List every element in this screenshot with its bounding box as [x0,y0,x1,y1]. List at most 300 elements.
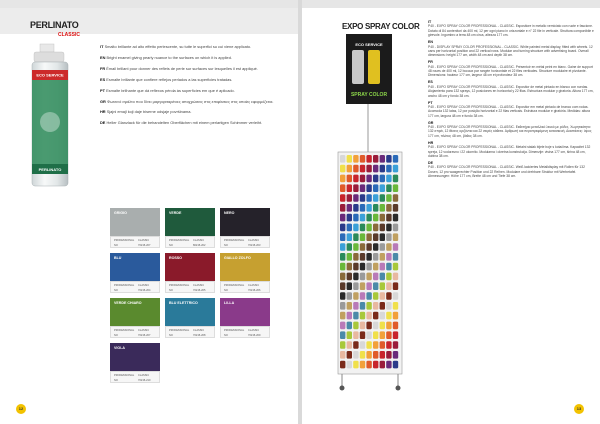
swatch-name: VERDE CHIARO [114,301,142,305]
description-it [100,44,292,50]
description-text: Émail brillant pour donner des reflets de perle sur surfaces sur lesquelles il est appliqué. [106,65,258,71]
swatch-codes [165,326,215,338]
display-can [380,361,385,369]
display-can [373,253,378,261]
display-can [393,165,398,173]
display-can [386,184,391,192]
display-can [353,214,358,222]
display-can [340,165,345,173]
display-can [347,341,352,349]
text-block-pt [428,101,596,119]
display-can [393,292,398,300]
text-block-gr [428,121,596,139]
block-text: P40 - DISPLAY SPRAY COLOR PROFESSIONAL - CLASSIC. White painted metal display, fitted with wheels. 12 cans per horizontal position and 22 vertical rows. Modular and turning structure with advertising board. Overall dimensions: height 177 cm, width 48 cm and depth 38 cm. [428,44,593,58]
display-can [380,214,385,222]
display-can [360,165,365,173]
can-brand: ECO SERVICE [36,72,64,78]
display-can [353,175,358,183]
display-can [386,331,391,339]
code-value: 70215-206 [248,288,261,292]
display-can [380,165,385,173]
right-page [302,0,600,424]
swatch-codes [220,236,270,248]
display-can [360,331,365,339]
display-can [340,312,345,320]
display-can [360,243,365,251]
code-label: CLASSIC [138,374,150,377]
swatch-name: GIALLO ZOLFO [224,256,251,260]
swatch-name: GRIGIO [114,211,127,215]
display-can [393,184,398,192]
top-band [302,0,600,8]
display-can [373,312,378,320]
display-can [380,273,385,281]
display-can [353,204,358,212]
description-text: Esmalte brilhante que dá reflexos pérola às superfícies em que é aplicado. [106,87,235,93]
lang-code: HR [428,140,434,145]
display-can [380,312,385,320]
code-value: 70215-209 [248,333,261,337]
description-hr [100,109,292,115]
code-value: 80215-202 [193,243,206,247]
display-can [386,253,391,261]
display-can [340,322,345,330]
code-value: 70215-208 [193,333,206,337]
display-can [347,351,352,359]
product-title: PERLINATO [30,20,79,30]
code-value: 70215-210 [138,378,151,382]
block-text: P40 - EXPO SPRAY COLOR PROFESSIONAL - CLASSIC. Présentoir en métal peint en blanc. Gaine de support 48 roues de 400 ml, 12 bocaux par rangée horizontale et 22 files verticales. Structure modulaire et pivotante. Dimensions: hauteur 177 cm, largeur 48 cm et profondeur 38 cm. [428,64,593,78]
display-can [353,243,358,251]
display-can [347,214,352,222]
display-can [373,282,378,290]
display-can [360,341,365,349]
display-can [393,312,398,320]
swatch-name: ROSSO [169,256,182,260]
display-can [340,224,345,232]
swatch-name: BLU [114,256,122,260]
display-can [353,233,358,241]
display-can [353,351,358,359]
code-label: PROFESSIONAL [224,284,245,287]
lang-code: ES [428,80,433,85]
display-can [393,194,398,202]
display-can [360,361,365,369]
color-swatch [220,208,270,248]
display-can [373,175,378,183]
display-can [393,351,398,359]
page-number: 13 [574,404,584,414]
display-can [366,204,371,212]
swatch-codes [110,326,160,338]
display-can [347,165,352,173]
display-can [373,322,378,330]
display-can [353,273,358,281]
display-brand: ECO SERVICE [355,42,383,47]
lang-code: GR [100,98,106,104]
display-can [347,302,352,310]
lang-code: PT [100,87,105,93]
color-swatch [110,208,160,248]
display-can [386,292,391,300]
code-label: CLASSIC [193,284,205,287]
code-label: PROFESSIONAL [114,239,135,242]
code-label: CLASSIC [138,239,150,242]
display-can [380,233,385,241]
multilingual-description [428,20,596,181]
text-block-de [428,161,596,179]
left-page [0,0,298,424]
display-can [360,204,365,212]
display-can [340,233,345,241]
display-can [380,351,385,359]
display-can [366,302,371,310]
lang-code: FR [100,65,106,71]
display-can [373,292,378,300]
display-can [353,302,358,310]
display-can [353,331,358,339]
display-can [393,273,398,281]
description-text: Sjajni emajl koji daje biserne odsjaje površinama. [106,109,192,115]
display-can [386,282,391,290]
text-block-en [428,40,596,58]
lang-code: GR [428,120,434,125]
display-can [340,243,345,251]
display-can [340,155,345,163]
display-can [340,194,345,202]
display-can [373,233,378,241]
code-value: 70215-204 [138,288,151,292]
display-can [373,155,378,163]
swatch-codes [220,326,270,338]
code-label: PROFESSIONAL [224,329,245,332]
display-can [353,341,358,349]
code-label: CLASSIC [138,284,150,287]
display-can [340,341,345,349]
display-can [366,175,371,183]
display-can [366,184,371,192]
display-can [386,312,391,320]
display-can [373,184,378,192]
display-can [386,351,391,359]
code-label: PROFESSIONAL [169,239,190,242]
display-can [347,184,352,192]
code-label: PROFESSIONAL [224,239,245,242]
display-can [380,282,385,290]
display-can [380,253,385,261]
code-value: 70215-205 [193,288,206,292]
display-can [366,165,371,173]
code-value: NO [224,243,228,247]
display-can [366,292,371,300]
display-can [380,341,385,349]
display-can [393,263,398,271]
display-can [393,331,398,339]
code-value: 70215-207 [138,333,151,337]
display-can [340,214,345,222]
display-can [353,165,358,173]
display-can [380,184,385,192]
display-can [373,263,378,271]
display-can [386,341,391,349]
display-can [393,253,398,261]
display-can [386,224,391,232]
display-can [353,263,358,271]
display-can [366,263,371,271]
display-can [353,361,358,369]
text-block-fr [428,60,596,78]
display-can [347,253,352,261]
display-can [340,253,345,261]
display-rack-image [328,32,412,392]
display-can [360,263,365,271]
display-can [366,331,371,339]
code-value: NO [169,288,173,292]
description-pt [100,88,292,94]
display-can [366,243,371,251]
display-can [366,361,371,369]
display-can [393,155,398,163]
display-can [380,263,385,271]
code-value: 70215-203 [248,243,261,247]
description-text: Heller Glanzlack für die behandelten Oberflächen mit einem perlartigen Schimmer verleiht. [106,120,263,126]
swatch-codes [110,281,160,293]
code-value: NO [114,378,118,382]
display-can [340,361,345,369]
display-can [347,361,352,369]
product-title: EXPO SPRAY COLOR [342,22,420,31]
code-value: NO [224,288,228,292]
display-can [373,361,378,369]
description-text: Esmalte brillante que confiere reflejos perlados a las superficies tratadas. [106,76,233,82]
display-can [386,361,391,369]
block-text: P40 - EXPO SPRAY COLOR PROFESSIONAL - CLASSIC. Expositor em metal pintado de branco com rodas. Acomoda 132 latas, 12 por posição horizontal e 22 filas verticais. Estrutura modular e giratória. Medidas: altura 177 cm, largura 48 cm e fundo 38 cm. [428,104,590,118]
display-can [366,341,371,349]
display-can [386,214,391,222]
display-can [366,224,371,232]
display-can [373,341,378,349]
block-text: P40 - EXPO SPRAY COLOR PROFESSIONAL - CLASSIC. Εκθετήριο μεταλλικό λευκό με ρόδες. Χωρητικότητα 132 σπρέι, 12 θέσεις οριζόντια και 22 σειρές κάθετα. Αρθρωτή και περιστρεφόμενη κατασκευή. Διαστάσεις: ύψος 177 cm, πλάτος 48 cm, βάθος 38 cm. [428,125,592,138]
display-can [386,273,391,281]
code-label: CLASSIC [248,284,260,287]
swatch-codes [165,281,215,293]
block-text: P40 - EXPO SPRAY COLOR PROFESSIONAL - CLASSIC. Espositore in metallo verniciato con ruote e fascione. Dotato di 84 contenitori da 400 ml, 12 per ogni piano in orizzontale e n° 22 file in verticale. Struttura componibile e girevole. Ingombro a terra 48 cm circa, altezza 177 cm. [428,24,594,38]
spray-can-image [26,42,78,192]
display-can [347,273,352,281]
display-can [360,194,365,202]
display-can [366,253,371,261]
display-can [347,282,352,290]
display-can [366,233,371,241]
display-can [373,331,378,339]
lang-code: DE [428,160,433,165]
display-can [347,224,352,232]
display-can [380,302,385,310]
color-swatch [165,253,215,293]
display-can [340,302,345,310]
display-can [340,263,345,271]
display-can [360,184,365,192]
display-can [360,175,365,183]
code-label: CLASSIC [248,239,260,242]
page-number: 12 [16,404,26,414]
display-can [393,302,398,310]
display-can [347,194,352,202]
display-can [340,204,345,212]
lang-code: ES [100,76,106,82]
swatch-name: VIOLA [114,346,125,350]
top-band [0,0,298,8]
display-can [373,165,378,173]
display-can [340,292,345,300]
display-can [366,322,371,330]
block-text: P40 - EXPO SPRAY COLOR PROFESSIONAL - CLASSIC. Weiß lackiertes Metalldisplay mit Rollen für 132 Dosen, 12 pro waagerechter Position und 22 Reihen. Modulare und drehbare Struktur mit Werbetafel. Abmessungen: Höhe 177 cm, Breite 48 cm und Tiefe 38 cm. [428,165,585,179]
display-can [380,155,385,163]
swatch-codes [110,236,160,248]
lang-code: IT [428,20,432,24]
color-swatch [110,253,160,293]
code-label: CLASSIC [248,329,260,332]
code-label: PROFESSIONAL [114,329,135,332]
description-text: Φωτεινό σμάλτο που δίνει μαργαριταρένιες αποχρώσεις στις επιφάνειες στις οποίες εφαρμόζεται. [106,98,274,104]
display-can [366,214,371,222]
display-can [366,351,371,359]
display-can [360,155,365,163]
display-can [380,175,385,183]
color-swatch [110,343,160,383]
lang-code: HR [100,109,106,115]
display-can [360,233,365,241]
display-can [353,322,358,330]
code-value: NO [169,333,173,337]
display-can [347,243,352,251]
description-text: Bright enamel giving pearly nuance to the surfaces on which it is applied. [106,54,232,60]
display-can [380,243,385,251]
code-label: PROFESSIONAL [169,284,190,287]
display-can [386,194,391,202]
display-can [393,322,398,330]
display-can [353,155,358,163]
display-can [386,263,391,271]
display-can [353,194,358,202]
display-can [366,155,371,163]
display-can [340,184,345,192]
display-can [380,194,385,202]
display-can [393,282,398,290]
description-fr [100,66,292,72]
display-can [353,184,358,192]
display-can [373,302,378,310]
display-can [373,204,378,212]
display-can [380,292,385,300]
display-can [373,214,378,222]
code-label: CLASSIC [138,329,150,332]
lang-code: EN [100,54,106,60]
display-can [373,243,378,251]
description-es [100,77,292,83]
display-can [386,204,391,212]
color-swatch [110,298,160,338]
lang-code: FR [428,60,433,65]
display-can [386,233,391,241]
description-gr [100,99,292,105]
display-can [353,224,358,232]
display-can [386,243,391,251]
display-can [360,302,365,310]
description-text: Smalto brillante ad alto effetto perlescente, su tutte le superfici su cui viene applicato. [104,44,252,49]
block-text: P40 - EXPO SPRAY COLOR PROFESSIONAL - CLASSIC. Metalni stalak bijele boje s kotačima. Kapacitet 132 spreja, 12 vodoravno i 22 okomito. Modularna i okretna konstrukcija. Dimenzije: visina 177 cm, širina 48 cm, dubina 38 cm. [428,145,591,158]
display-can [366,282,371,290]
display-can [393,341,398,349]
display-can [393,361,398,369]
color-swatch [220,253,270,293]
swatch-codes [110,371,160,383]
code-value: NO [224,333,228,337]
display-can [393,224,398,232]
display-can [340,351,345,359]
display-slogan: SPRAY COLOR [350,92,388,98]
display-can [360,282,365,290]
display-can [373,224,378,232]
lang-code: IT [100,44,104,49]
display-can [366,312,371,320]
code-value: 70215-207 [138,243,151,247]
product-subtitle: CLASSIC [58,32,80,38]
display-can [380,224,385,232]
display-can [353,292,358,300]
swatch-name: NERO [224,211,235,215]
display-can [360,214,365,222]
display-can [380,204,385,212]
display-can [373,351,378,359]
display-can [393,214,398,222]
display-can [347,312,352,320]
swatch-name: LILLA [224,301,235,305]
display-can [380,331,385,339]
code-label: CLASSIC [193,329,205,332]
display-can [373,194,378,202]
description-list [100,44,292,131]
color-swatch [220,298,270,338]
text-block-hr [428,141,596,159]
code-value: NO [114,288,118,292]
swatch-codes [165,236,215,248]
text-block-es [428,80,596,98]
can-label: PERLINATO [38,167,62,172]
code-value: NO [114,333,118,337]
display-can [393,204,398,212]
display-can [347,322,352,330]
display-can [353,253,358,261]
display-can [360,253,365,261]
display-can [360,224,365,232]
display-can [393,175,398,183]
display-can [347,331,352,339]
display-can [373,273,378,281]
code-label: PROFESSIONAL [114,284,135,287]
code-value: NO [114,243,118,247]
code-label: CLASSIC [193,239,205,242]
display-can [353,282,358,290]
display-can [393,243,398,251]
display-can [386,302,391,310]
display-can [366,194,371,202]
display-can [340,273,345,281]
display-can [347,292,352,300]
code-value: NO [169,243,173,247]
display-can [340,175,345,183]
display-can [347,263,352,271]
